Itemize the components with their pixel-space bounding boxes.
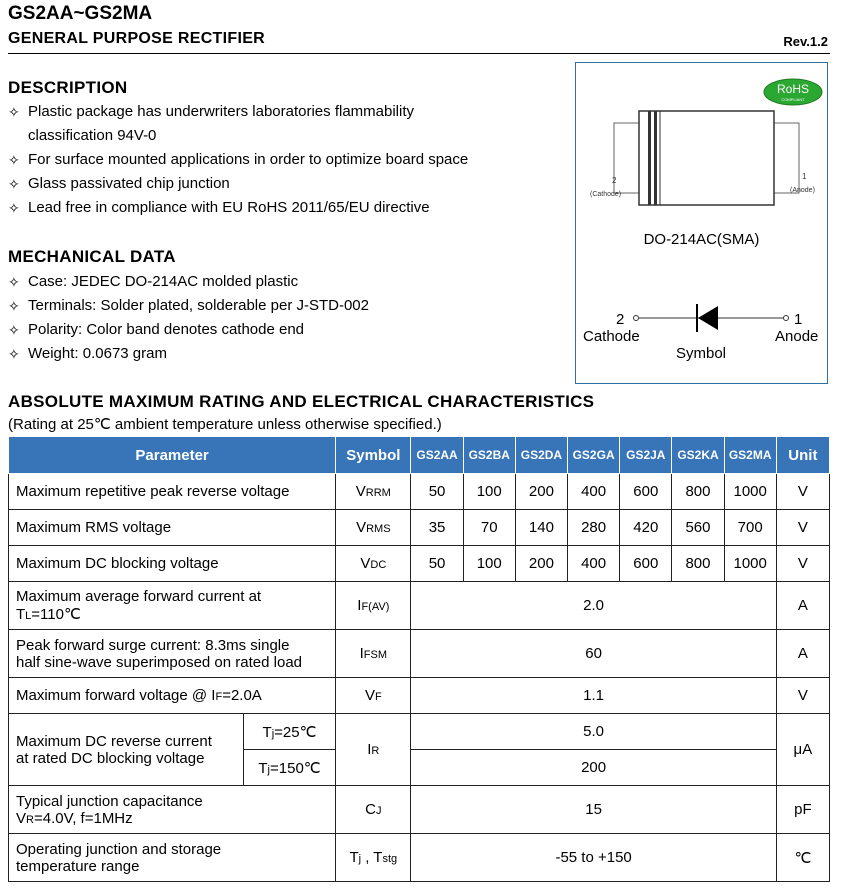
- symbol-pin2: 2: [616, 311, 625, 328]
- terminal-cathode-icon: [634, 316, 639, 321]
- list-item: ✧ Glass passivated chip junction: [8, 172, 568, 196]
- value-cell: 50: [411, 474, 463, 510]
- symbol-cell: IF(AV): [336, 582, 411, 630]
- value-cell: 600: [620, 474, 672, 510]
- table-row: [9, 630, 830, 678]
- value-cell: 800: [672, 474, 724, 510]
- param-cell: Peak forward surge current: 8.3ms single half sine-wave superimposed on rated load: [9, 630, 336, 678]
- cathode-band-2: [654, 111, 657, 205]
- value-cell: 200: [515, 546, 567, 582]
- col-model: GS2GA: [568, 437, 620, 474]
- param-cell: Operating junction and storage temperature range: [9, 834, 336, 882]
- col-model: GS2JA: [620, 437, 672, 474]
- table-row: [9, 582, 830, 630]
- symbol-cell: VDC: [336, 546, 411, 582]
- param-cell: Maximum RMS voltage: [9, 510, 336, 546]
- mechanical-heading: MECHANICAL DATA: [8, 247, 176, 266]
- package-name: DO-214AC(SMA): [643, 231, 760, 248]
- symbol-pin1: 1: [794, 311, 803, 328]
- symbol-cell: VRRM: [336, 474, 411, 510]
- unit-cell: pF: [776, 786, 829, 834]
- value-cell: 35: [411, 510, 463, 546]
- list-item: ✧ Polarity: Color band denotes cathode end: [8, 318, 568, 342]
- rohs-compliant-text: COMPLIANT: [781, 97, 805, 102]
- value-cell: 700: [724, 510, 776, 546]
- table-row: [9, 834, 830, 882]
- value-cell: 70: [463, 510, 515, 546]
- pin2-number: 2: [612, 176, 617, 185]
- col-unit: Unit: [776, 437, 829, 474]
- table-row: [9, 786, 830, 834]
- col-model: GS2AA: [411, 437, 463, 474]
- value-cell: -55 to +150: [411, 834, 776, 882]
- table-row: [9, 678, 830, 714]
- value-cell: 800: [672, 546, 724, 582]
- table-row: [9, 510, 830, 546]
- table-row: [9, 474, 830, 510]
- pin1-label: (Anode): [790, 187, 815, 194]
- package-body: [639, 111, 774, 205]
- sparkle-bullet-icon: ✧: [8, 274, 20, 290]
- pad-anode: [774, 123, 799, 193]
- symbol-cell: IR: [336, 714, 411, 786]
- ratings-heading: ABSOLUTE MAXIMUM RATING AND ELECTRICAL CHARACTERISTICS: [8, 392, 595, 411]
- param-cell: Maximum DC reverse current at rated DC blocking voltage: [9, 714, 244, 786]
- unit-cell: V: [776, 546, 829, 582]
- sparkle-bullet-icon: ✧: [8, 322, 20, 338]
- col-model: GS2BA: [463, 437, 515, 474]
- list-item: ✧ Lead free in compliance with EU RoHS 2011/65/EU directive: [8, 196, 568, 220]
- table-header-row: [9, 437, 830, 474]
- document-subtitle: GENERAL PURPOSE RECTIFIER: [8, 30, 266, 47]
- unit-cell: V: [776, 678, 829, 714]
- diode-symbol-drawing: [576, 293, 826, 373]
- cathode-band-1: [648, 111, 651, 205]
- value-cell: 15: [411, 786, 776, 834]
- value-cell: 1000: [724, 474, 776, 510]
- value-cell: 400: [568, 474, 620, 510]
- col-model: GS2MA: [724, 437, 776, 474]
- list-item: ✧ Case: JEDEC DO-214AC molded plastic: [8, 270, 568, 294]
- unit-cell: μA: [776, 714, 829, 786]
- pin2-label: (Cathode): [590, 191, 622, 198]
- symbol-cell: IFSM: [336, 630, 411, 678]
- sparkle-bullet-icon: ✧: [8, 200, 20, 216]
- package-figure: [575, 62, 828, 384]
- list-item: classification 94V-0: [28, 127, 157, 144]
- table-row: [9, 546, 830, 582]
- param-cell: Maximum repetitive peak reverse voltage: [9, 474, 336, 510]
- param-cell: Maximum DC blocking voltage: [9, 546, 336, 582]
- unit-cell: A: [776, 630, 829, 678]
- value-cell: 1.1: [411, 678, 776, 714]
- value-cell: 100: [463, 474, 515, 510]
- value-cell: 5.0: [411, 714, 776, 750]
- symbol-cell: VF: [336, 678, 411, 714]
- sparkle-bullet-icon: ✧: [8, 104, 20, 120]
- condition-cell: Tj=150℃: [243, 750, 335, 786]
- symbol-cathode-label: Cathode: [583, 328, 640, 345]
- value-cell: 200: [411, 750, 776, 786]
- ratings-table: [8, 436, 830, 882]
- param-cell: Typical junction capacitance VR=4.0V, f=1MHz: [9, 786, 336, 834]
- sparkle-bullet-icon: ✧: [8, 176, 20, 192]
- param-cell: Maximum forward voltage @ IF=2.0A: [9, 678, 336, 714]
- value-cell: 280: [568, 510, 620, 546]
- sparkle-bullet-icon: ✧: [8, 152, 20, 168]
- value-cell: 400: [568, 546, 620, 582]
- pin1-number: 1: [802, 172, 807, 181]
- value-cell: 200: [515, 474, 567, 510]
- diode-triangle-icon: [698, 306, 718, 330]
- symbol-cell: Tj , Tstg: [336, 834, 411, 882]
- unit-cell: ℃: [776, 834, 829, 882]
- rohs-text: RoHS: [776, 82, 810, 96]
- value-cell: 50: [411, 546, 463, 582]
- unit-cell: V: [776, 474, 829, 510]
- sma-package-drawing: [584, 103, 824, 223]
- document-title: GS2AA~GS2MA: [8, 3, 153, 24]
- pad-cathode: [614, 123, 639, 193]
- col-model: GS2DA: [515, 437, 567, 474]
- unit-cell: A: [776, 582, 829, 630]
- sparkle-bullet-icon: ✧: [8, 298, 20, 314]
- value-cell: 60: [411, 630, 776, 678]
- terminal-anode-icon: [784, 316, 789, 321]
- description-heading: DESCRIPTION: [8, 78, 128, 97]
- unit-cell: V: [776, 510, 829, 546]
- col-symbol: Symbol: [336, 437, 411, 474]
- param-cell: Maximum average forward current at TL=110℃: [9, 582, 336, 630]
- value-cell: 600: [620, 546, 672, 582]
- list-item: ✧ For surface mounted applications in order to optimize board space: [8, 148, 568, 172]
- value-cell: 2.0: [411, 582, 776, 630]
- col-parameter: Parameter: [9, 437, 336, 474]
- list-item: ✧ Terminals: Solder plated, solderable per J-STD-002: [8, 294, 568, 318]
- value-cell: 1000: [724, 546, 776, 582]
- value-cell: 140: [515, 510, 567, 546]
- list-item: ✧ Plastic package has underwriters laboratories flammability: [8, 100, 568, 124]
- col-model: GS2KA: [672, 437, 724, 474]
- condition-cell: Tj=25℃: [243, 714, 335, 750]
- sparkle-bullet-icon: ✧: [8, 346, 20, 362]
- mechanical-list: [8, 270, 568, 366]
- table-row: [9, 714, 830, 750]
- rohs-badge-icon: [763, 78, 823, 106]
- value-cell: 560: [672, 510, 724, 546]
- symbol-anode-label: Anode: [775, 328, 819, 345]
- header-rule: [8, 53, 830, 54]
- value-cell: 100: [463, 546, 515, 582]
- value-cell: 420: [620, 510, 672, 546]
- revision-label: Rev.1.2: [783, 34, 828, 49]
- symbol-cell: VRMS: [336, 510, 411, 546]
- list-item: ✧ Weight: 0.0673 gram: [8, 342, 568, 366]
- symbol-caption: Symbol: [676, 345, 727, 362]
- ratings-subheading: (Rating at 25℃ ambient temperature unless otherwise specified.): [8, 416, 442, 433]
- symbol-cell: CJ: [336, 786, 411, 834]
- description-list: [8, 100, 568, 220]
